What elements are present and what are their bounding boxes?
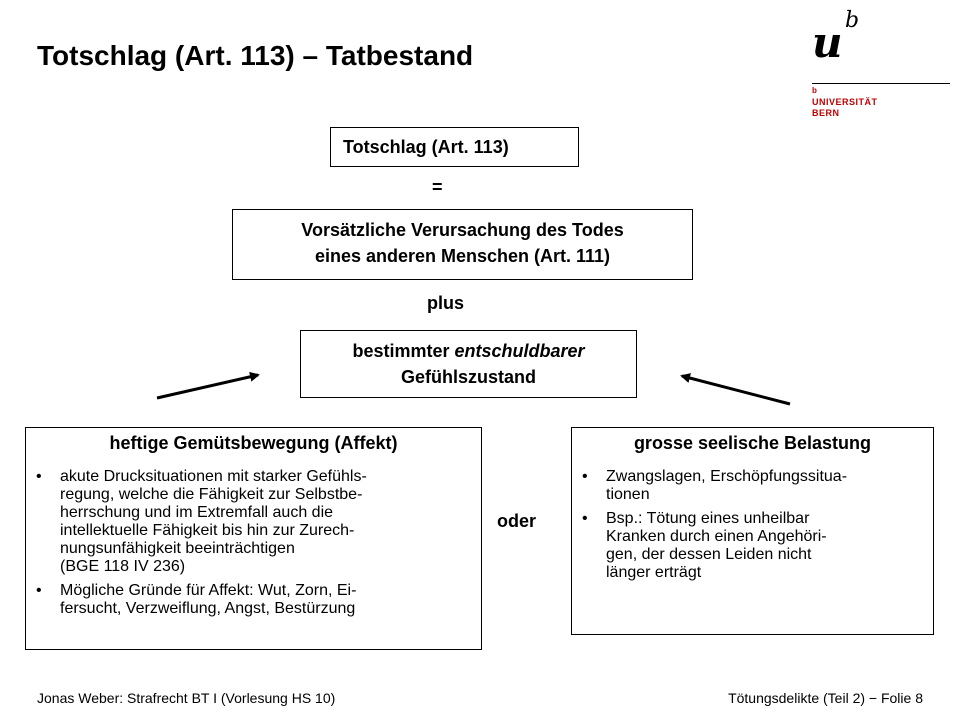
plus-label: plus	[427, 293, 465, 313]
bullet-line: tionen	[606, 486, 650, 503]
bullet-line: regung, welche die Fähigkeit zur Selbstbe-	[60, 486, 363, 503]
bullet-line: Zwangslagen, Erschöpfungssitua-	[606, 468, 848, 485]
bullet-glyph: •	[582, 510, 588, 527]
footer-right: Tötungsdelikte (Teil 2) − Folie 8	[728, 690, 923, 706]
box-gefuehlszustand	[300, 330, 637, 398]
box-definition-line2: eines anderen Menschen (Art. 111)	[314, 246, 611, 266]
list-item	[36, 582, 467, 618]
list-item	[582, 510, 919, 582]
list-item	[36, 468, 467, 576]
bullet-line: nungsunfähigkeit beeinträchtigen	[60, 540, 295, 557]
box-definition-line1: Vorsätzliche Verursachung des Todes	[301, 220, 624, 240]
bullet-line: fersucht, Verzweiflung, Angst, Bestürzung	[60, 600, 356, 617]
bullet-glyph: •	[582, 468, 588, 485]
oder-label: oder	[497, 511, 537, 531]
logo-wordmark	[812, 97, 878, 119]
bullet-line: Bsp.: Tötung eines unheilbar	[606, 510, 810, 527]
logo-mark: u	[812, 18, 843, 67]
logo-small-superscript: b	[812, 86, 817, 95]
box-gefuehlszustand-line1	[301, 338, 636, 364]
bullet-line: Kranken durch einen Angehöri-	[606, 528, 827, 545]
bullet-line: Mögliche Gründe für Affekt: Wut, Zorn, Ei-	[60, 582, 357, 599]
box-affekt	[25, 427, 482, 650]
footer-left: Jonas Weber: Strafrecht BT I (Vorlesung HS 10)	[37, 690, 336, 706]
slide-title: Totschlag (Art. 113) – Tatbestand	[37, 40, 474, 71]
affekt-bullet-list	[26, 468, 481, 618]
box-seelische-belastung	[571, 427, 934, 635]
state-emphasis: entschuldbarer	[454, 341, 585, 361]
box-gefuehlszustand-line2: Gefühlszustand	[400, 367, 536, 387]
box-totschlag: Totschlag (Art. 113)	[330, 127, 579, 167]
logo-wordmark-line2: BERN	[812, 108, 840, 118]
bullet-line: länger erträgt	[606, 564, 702, 581]
bullet-line: intellektuelle Fähigkeit bis hin zur Zurech-	[60, 522, 355, 539]
bullet-line: (BGE 118 IV 236)	[60, 558, 186, 575]
belastung-bullet-list	[572, 468, 933, 582]
list-item	[582, 468, 919, 504]
arrow-right-icon	[682, 376, 790, 404]
bullet-line: gen, der dessen Leiden nicht	[606, 546, 812, 563]
box-definition	[232, 209, 693, 280]
logo-divider	[812, 83, 950, 84]
state-prefix: bestimmter	[352, 341, 455, 361]
box-seelische-belastung-heading: grosse seelische Belastung	[633, 433, 872, 453]
bullet-line: herrschung und im Extremfall auch die	[60, 504, 334, 521]
equals-sign: =	[432, 177, 443, 197]
bullet-glyph: •	[36, 468, 42, 485]
bullet-glyph: •	[36, 582, 42, 599]
logo-wordmark-line1: UNIVERSITÄT	[812, 97, 878, 107]
arrow-left-icon	[157, 375, 258, 398]
logo-mark-superscript: b	[845, 8, 860, 33]
bullet-line: akute Drucksituationen mit starker Gefühls-	[60, 468, 367, 485]
box-affekt-heading: heftige Gemütsbewegung (Affekt)	[109, 433, 398, 453]
